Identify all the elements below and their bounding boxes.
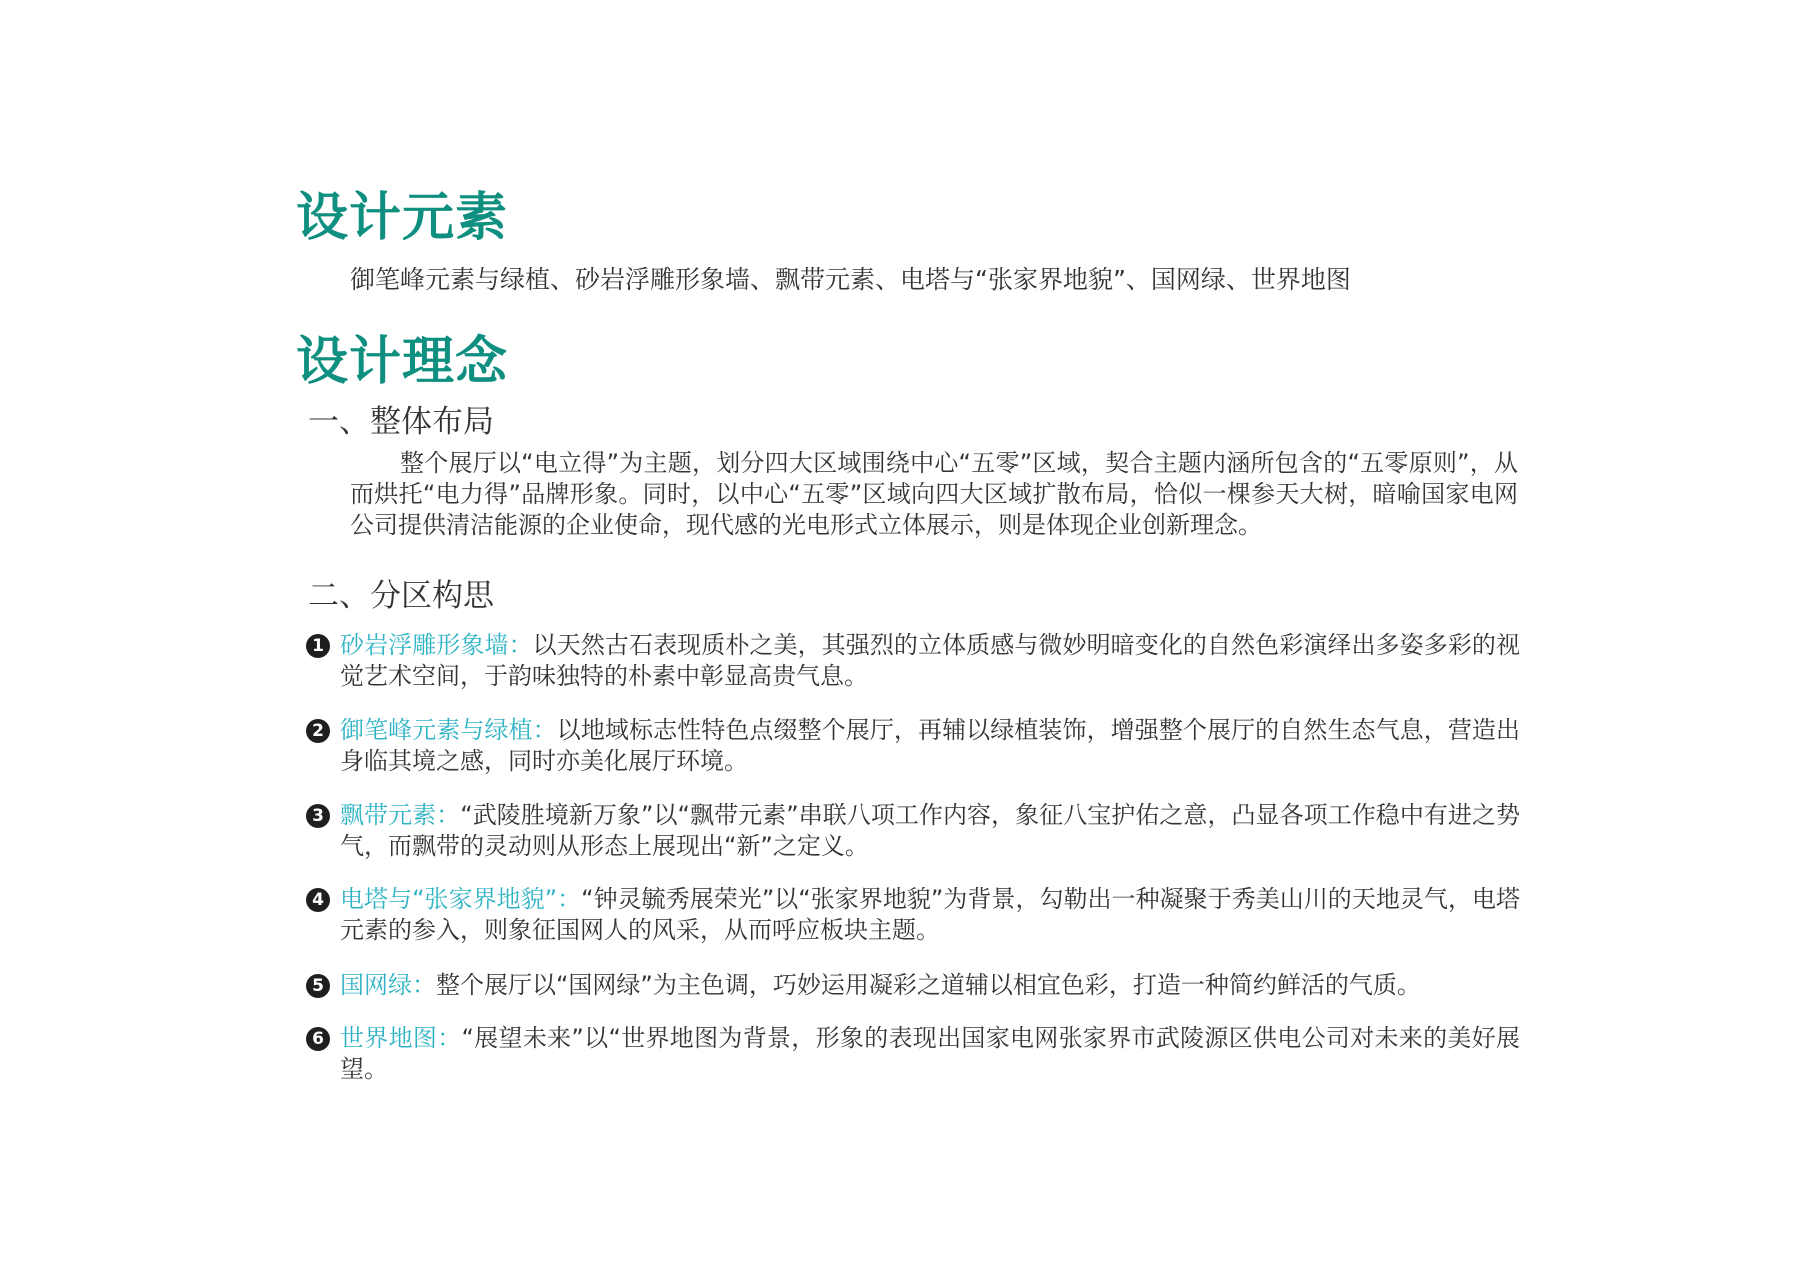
zone-item-title: 电塔与“张家界地貌”： xyxy=(340,885,582,913)
zone-item-body xyxy=(340,1023,1520,1085)
zone-item-text: “钟灵毓秀展荣光”以“张家界地貌”为背景，勾勒出一种凝聚于秀美山川的天地灵气，电塔元素的参入，则象征国网人的风采，从而呼应板块主题。 xyxy=(340,885,1520,944)
zone-item xyxy=(306,800,1520,862)
zone-item-text: “武陵胜境新万象”以“飘带元素”串联八项工作内容，象征八宝护佑之意，凸显各项工作稳中有进之势气，而飘带的灵动则从形态上展现出“新”之定义。 xyxy=(340,801,1521,860)
zone-item-text: 整个展厅以“国网绿”为主色调，巧妙运用凝彩之道辅以相宜色彩，打造一种简约鲜活的气质。 xyxy=(436,971,1421,999)
zone-item-body xyxy=(340,715,1520,777)
zone-item-body xyxy=(340,970,1520,1001)
zone-item-body xyxy=(340,630,1520,692)
number-6-icon: 6 xyxy=(306,1027,330,1051)
number-4-icon: 4 xyxy=(306,888,330,912)
number-2-icon: 2 xyxy=(306,719,330,743)
design-concept-heading: 设计理念 xyxy=(296,332,509,392)
zone-item xyxy=(306,970,1520,1001)
zone-item-title: 飘带元素： xyxy=(340,801,461,829)
zone-item-text: 以天然古石表现质朴之美，其强烈的立体质感与微妙明暗变化的自然色彩演绎出多姿多彩的视觉艺术空间，于韵味独特的朴素中彰显高贵气息。 xyxy=(340,631,1521,690)
zone-item xyxy=(306,715,1520,777)
zone-item xyxy=(306,884,1520,946)
number-5-icon: 5 xyxy=(306,974,330,998)
overall-layout-heading: 一、整体布局 xyxy=(308,404,494,440)
design-elements-list: 御笔峰元素与绿植、砂岩浮雕形象墙、飘带元素、电塔与“张家界地貌”、国网绿、世界地图 xyxy=(350,265,1351,294)
zone-item-text: “展望未来”以“世界地图为背景，形象的表现出国家电网张家界市武陵源区供电公司对未来的美好展望。 xyxy=(340,1024,1520,1083)
zone-item-body xyxy=(340,884,1520,946)
number-3-icon: 3 xyxy=(306,804,330,828)
overall-layout-paragraph: 整个展厅以“电立得”为主题，划分四大区域围绕中心“五零”区域，契合主题内涵所包含的“五零原则”，从而烘托“电力得”品牌形象。同时，以中心“五零”区域向四大区域扩散布局，恰似一棵参天大树，暗喻国家电网公司提供清洁能源的企业使命，现代感的光电形式立体展示，则是体现企业创新理念。 xyxy=(350,449,1518,539)
zone-concept-heading: 二、分区构思 xyxy=(308,578,494,614)
design-elements-heading: 设计元素 xyxy=(296,188,509,248)
zone-item-title: 御笔峰元素与绿植： xyxy=(340,716,557,744)
zone-item-title: 国网绿： xyxy=(340,971,436,999)
zone-item-title: 世界地图： xyxy=(340,1024,462,1052)
zone-item xyxy=(306,630,1520,692)
zone-item-title: 砂岩浮雕形象墙： xyxy=(340,631,533,659)
zone-item-body xyxy=(340,800,1520,862)
number-1-icon: 1 xyxy=(306,634,330,658)
zone-item-text: 以地域标志性特色点缀整个展厅，再辅以绿植装饰，增强整个展厅的自然生态气息，营造出身临其境之感，同时亦美化展厅环境。 xyxy=(340,716,1520,775)
zone-item xyxy=(306,1023,1520,1085)
